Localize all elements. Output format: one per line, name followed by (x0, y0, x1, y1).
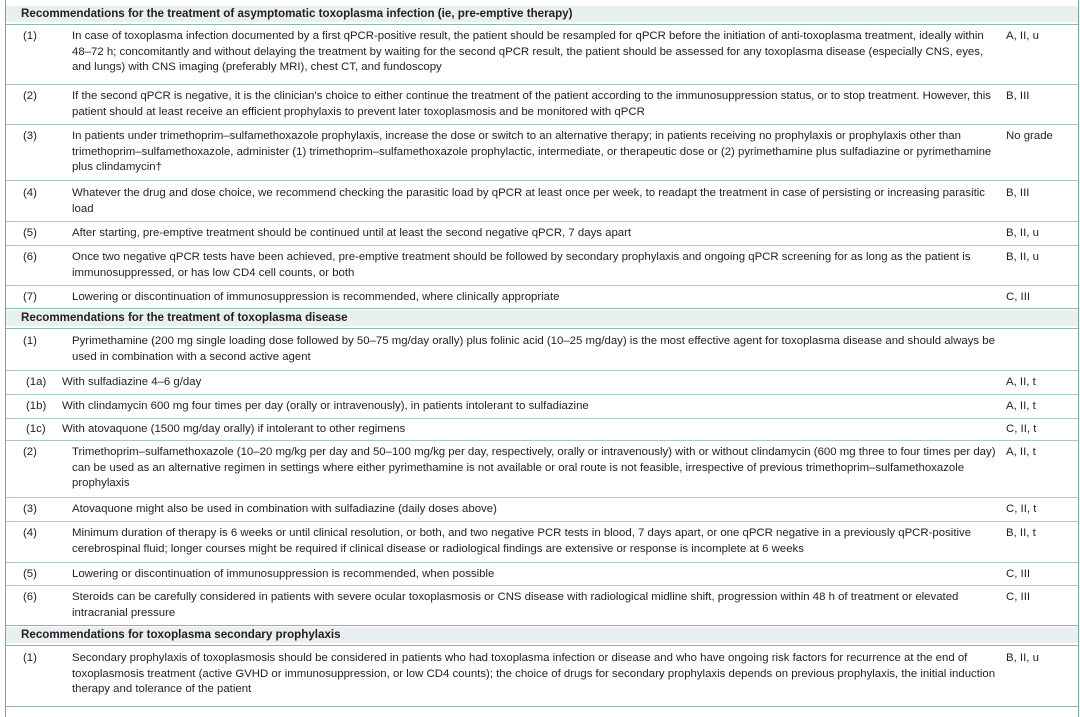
divider (6, 221, 1078, 222)
row-text: Steroids can be carefully considered in patients with severe ocular toxoplasmosis or CNS disease with radiological midline shift, progression within 48 h of treatment or elevated intracranial pressure (72, 591, 959, 619)
divider (6, 245, 1078, 246)
row-number: (5) (23, 568, 37, 580)
row-text: Lowering or discontinuation of immunosuppression is recommended, when possible (72, 568, 495, 580)
row-number: (1b) (26, 400, 47, 412)
row-grade: B, II, t (1006, 527, 1036, 539)
divider (6, 625, 1078, 626)
row-number: (4) (23, 527, 37, 539)
row-text: In patients under trimethoprim–sulfamethoxazole prophylaxis, increase the dose or switch to an alternative therapy; in patients receiving no prophylaxis or prophylaxis other than trimethoprim–sulfamethoxazole, administer (1) trimethoprim–sulfamethoxazole prophylactic, intermediate, or therapeutic dose or (2) pyrimethamine plus sulfadiazine or pyrimethamine plus clindamycin† (72, 130, 992, 173)
row-number: (4) (23, 187, 37, 199)
section-heading: Recommendations for the treatment of toxoplasma disease (6, 310, 1078, 326)
row-number: (3) (23, 130, 37, 142)
row-text: With clindamycin 600 mg four times per day (orally or intravenously), in patients intolerant to sulfadiazine (62, 400, 589, 412)
divider (6, 180, 1078, 181)
row-grade: A, II, u (1006, 30, 1039, 42)
divider (6, 124, 1078, 125)
divider (6, 328, 1078, 329)
row-number: (1) (23, 30, 37, 42)
section-heading: Recommendations for the treatment of asymptomatic toxoplasma infection (ie, pre-emptive therapy) (6, 6, 1078, 22)
row-text: Secondary prophylaxis of toxoplasmosis should be considered in patients who had toxoplasma infection or disease and who have ongoing risk factors for recurrence at the end of toxoplasmosis treatment (active GVHD or immunosuppression, or low CD4 counts); the choice of drugs for secondary prophylaxis depends on previous prophylaxis, the initial induction therapy and tolerance of the patient (72, 652, 996, 695)
divider (6, 370, 1078, 371)
row-text: In case of toxoplasma infection documented by a first qPCR-positive result, the patient should be resampled for qPCR before the initiation of anti-toxoplasma treatment, ideally within 48–72 h; concomitantly and without delaying the treatment by waiting for the second qPCR result, the patient should be assessed for any toxoplasma disease (especially CNS, eyes, and lungs) with CNS imaging (preferably MRI), chest CT, and fundoscopy (72, 30, 984, 73)
row-number: (6) (23, 251, 37, 263)
row-grade: B, II, u (1006, 251, 1039, 263)
row-number: (2) (23, 90, 37, 102)
row-grade: C, II, t (1006, 423, 1037, 435)
divider (6, 285, 1078, 286)
row-number: (2) (23, 446, 37, 458)
row-grade: A, II, t (1006, 400, 1036, 412)
row-grade: B, III (1006, 90, 1030, 102)
section-heading: Recommendations for toxoplasma secondary prophylaxis (6, 627, 1078, 643)
table-right-border (1078, 0, 1079, 717)
row-number: (1) (23, 652, 37, 664)
row-number: (6) (23, 591, 37, 603)
row-number: (1c) (26, 423, 46, 435)
row-text: With sulfadiazine 4–6 g/day (62, 376, 202, 388)
row-grade: C, III (1006, 591, 1031, 603)
divider (6, 706, 1078, 707)
row-number: (3) (23, 503, 37, 515)
row-grade: A, II, t (1006, 446, 1036, 458)
row-text: With atovaquone (1500 mg/day orally) if intolerant to other regimens (62, 423, 406, 435)
divider (6, 440, 1078, 441)
divider (6, 84, 1078, 85)
divider (6, 418, 1078, 419)
row-text: Minimum duration of therapy is 6 weeks or until clinical resolution, or both, and two negative PCR tests in blood, 7 days apart, or one qPCR negative in a previously qPCR-positive cerebrospinal fluid; longer courses might be required if clinical disease or radiological findings are extensive or response is incomplete at 6 weeks (72, 527, 972, 555)
row-number: (1a) (26, 376, 47, 388)
row-text: Once two negative qPCR tests have been achieved, pre-emptive treatment should be followed by secondary prophylaxis and ongoing qPCR screening for as long as the patient is immunosuppressed, or has low CD4 cell counts, or both (72, 251, 971, 279)
row-text: After starting, pre-emptive treatment should be continued until at least the second negative qPCR, 7 days apart (72, 227, 632, 239)
row-text: Pyrimethamine (200 mg single loading dose followed by 50–75 mg/day orally) plus folinic acid (10–25 mg/day) is the most effective agent for toxoplasma disease and should always be used in combination with a second active agent (72, 335, 995, 363)
row-number: (5) (23, 227, 37, 239)
table-left-border (5, 0, 6, 717)
divider (6, 521, 1078, 522)
divider (6, 585, 1078, 586)
divider (6, 308, 1078, 309)
divider (6, 645, 1078, 646)
row-grade: B, II, u (1006, 227, 1039, 239)
row-number: (7) (23, 291, 37, 303)
row-grade: C, III (1006, 291, 1031, 303)
row-text: Atovaquone might also be used in combination with sulfadiazine (daily doses above) (72, 503, 497, 515)
divider (6, 497, 1078, 498)
row-number: (1) (23, 335, 37, 347)
row-grade: B, II, u (1006, 652, 1039, 664)
row-grade: A, II, t (1006, 376, 1036, 388)
row-grade: B, III (1006, 187, 1030, 199)
divider (6, 394, 1078, 395)
divider (6, 562, 1078, 563)
row-text: If the second qPCR is negative, it is the clinician's choice to either continue the treatment of the patient according to the immunosuppression status, or to stop treatment. However, this patient should at least receive an efficient prophylaxis to prevent later toxoplasmosis and be monitored with qPCR (72, 90, 991, 118)
row-grade: C, III (1006, 568, 1031, 580)
row-grade: No grade (1006, 130, 1053, 142)
divider (6, 24, 1078, 25)
row-grade: C, II, t (1006, 503, 1037, 515)
row-text: Whatever the drug and dose choice, we recommend checking the parasitic load by qPCR at least once per week, to readapt the treatment in case of persisting or increasing parasitic load (72, 187, 986, 215)
row-text: Lowering or discontinuation of immunosuppression is recommended, where clinically appropriate (72, 291, 560, 303)
row-text: Trimethoprim–sulfamethoxazole (10–20 mg/kg per day and 50–100 mg/kg per day, respectively, orally or intravenously) with or without clindamycin (600 mg three to four times per day) can be used as an alternative regimen in settings where either pyrimethamine is not available or oral route is not feasible, irrespective of previous trimethoprim–sulfamethoxazole prophylaxis (72, 446, 996, 489)
